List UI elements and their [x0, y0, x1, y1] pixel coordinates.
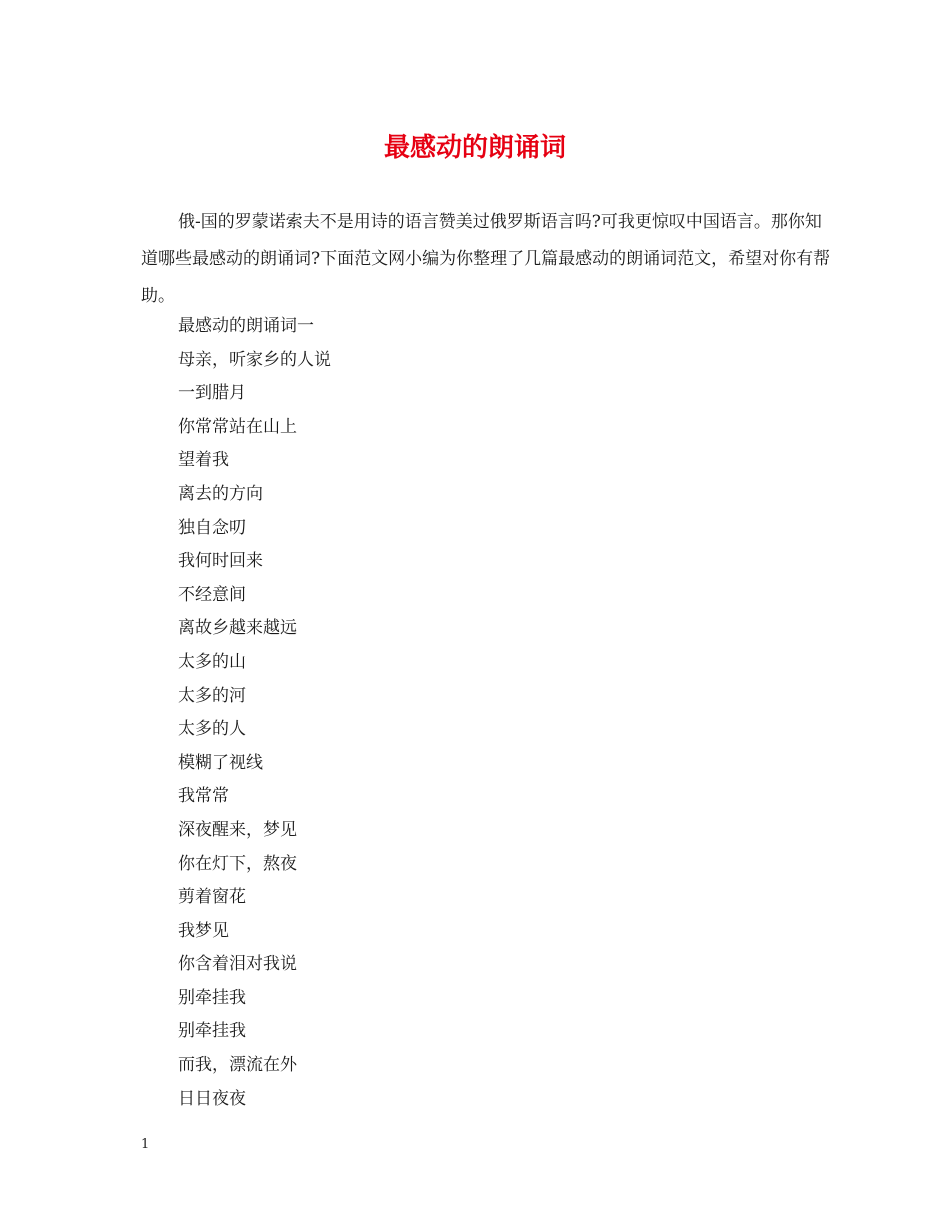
document-title: 最感动的朗诵词 — [383, 133, 566, 163]
poem-line: 你常常站在山上 — [178, 416, 297, 437]
poem-line: 独自念叨 — [178, 517, 246, 538]
poem-line: 我梦见 — [178, 920, 229, 941]
poem-line: 母亲，听家乡的人说 — [178, 349, 331, 370]
poem-line: 太多的河 — [178, 685, 246, 706]
intro-paragraph: 俄-国的罗蒙诺索夫不是用诗的语言赞美过俄罗斯语言吗?可我更惊叹中国语言。那你知道哪些最感动的朗诵词?下面范文网小编为你整理了几篇最感动的朗诵词范文，希望对你有帮助。 — [141, 212, 831, 306]
poem-line: 离故乡越来越远 — [178, 618, 297, 639]
poem-line: 深夜醒来，梦见 — [178, 819, 297, 840]
poem-lines — [178, 310, 331, 1116]
poem-line: 日日夜夜 — [178, 1088, 246, 1109]
poem-line: 你在灯下，熬夜 — [178, 853, 297, 874]
poem-line: 望着我 — [178, 450, 229, 471]
poem-line: 一到腊月 — [178, 383, 246, 404]
poem-line: 别牵挂我 — [178, 1021, 246, 1042]
poem-line: 不经意间 — [178, 584, 246, 605]
poem-line: 我常常 — [178, 786, 229, 807]
page-number: 1 — [141, 1137, 150, 1152]
poem-line: 别牵挂我 — [178, 987, 246, 1008]
poem-line: 太多的山 — [178, 651, 246, 672]
poem-line: 太多的人 — [178, 719, 246, 740]
poem-line: 而我，漂流在外 — [178, 1055, 297, 1076]
poem-line: 最感动的朗诵词一 — [178, 316, 314, 336]
poem-line: 你含着泪对我说 — [178, 954, 297, 975]
poem-line: 我何时回来 — [178, 551, 263, 572]
poem-line: 剪着窗花 — [178, 887, 246, 908]
poem-line: 模糊了视线 — [178, 752, 263, 773]
poem-line: 离去的方向 — [178, 483, 263, 504]
